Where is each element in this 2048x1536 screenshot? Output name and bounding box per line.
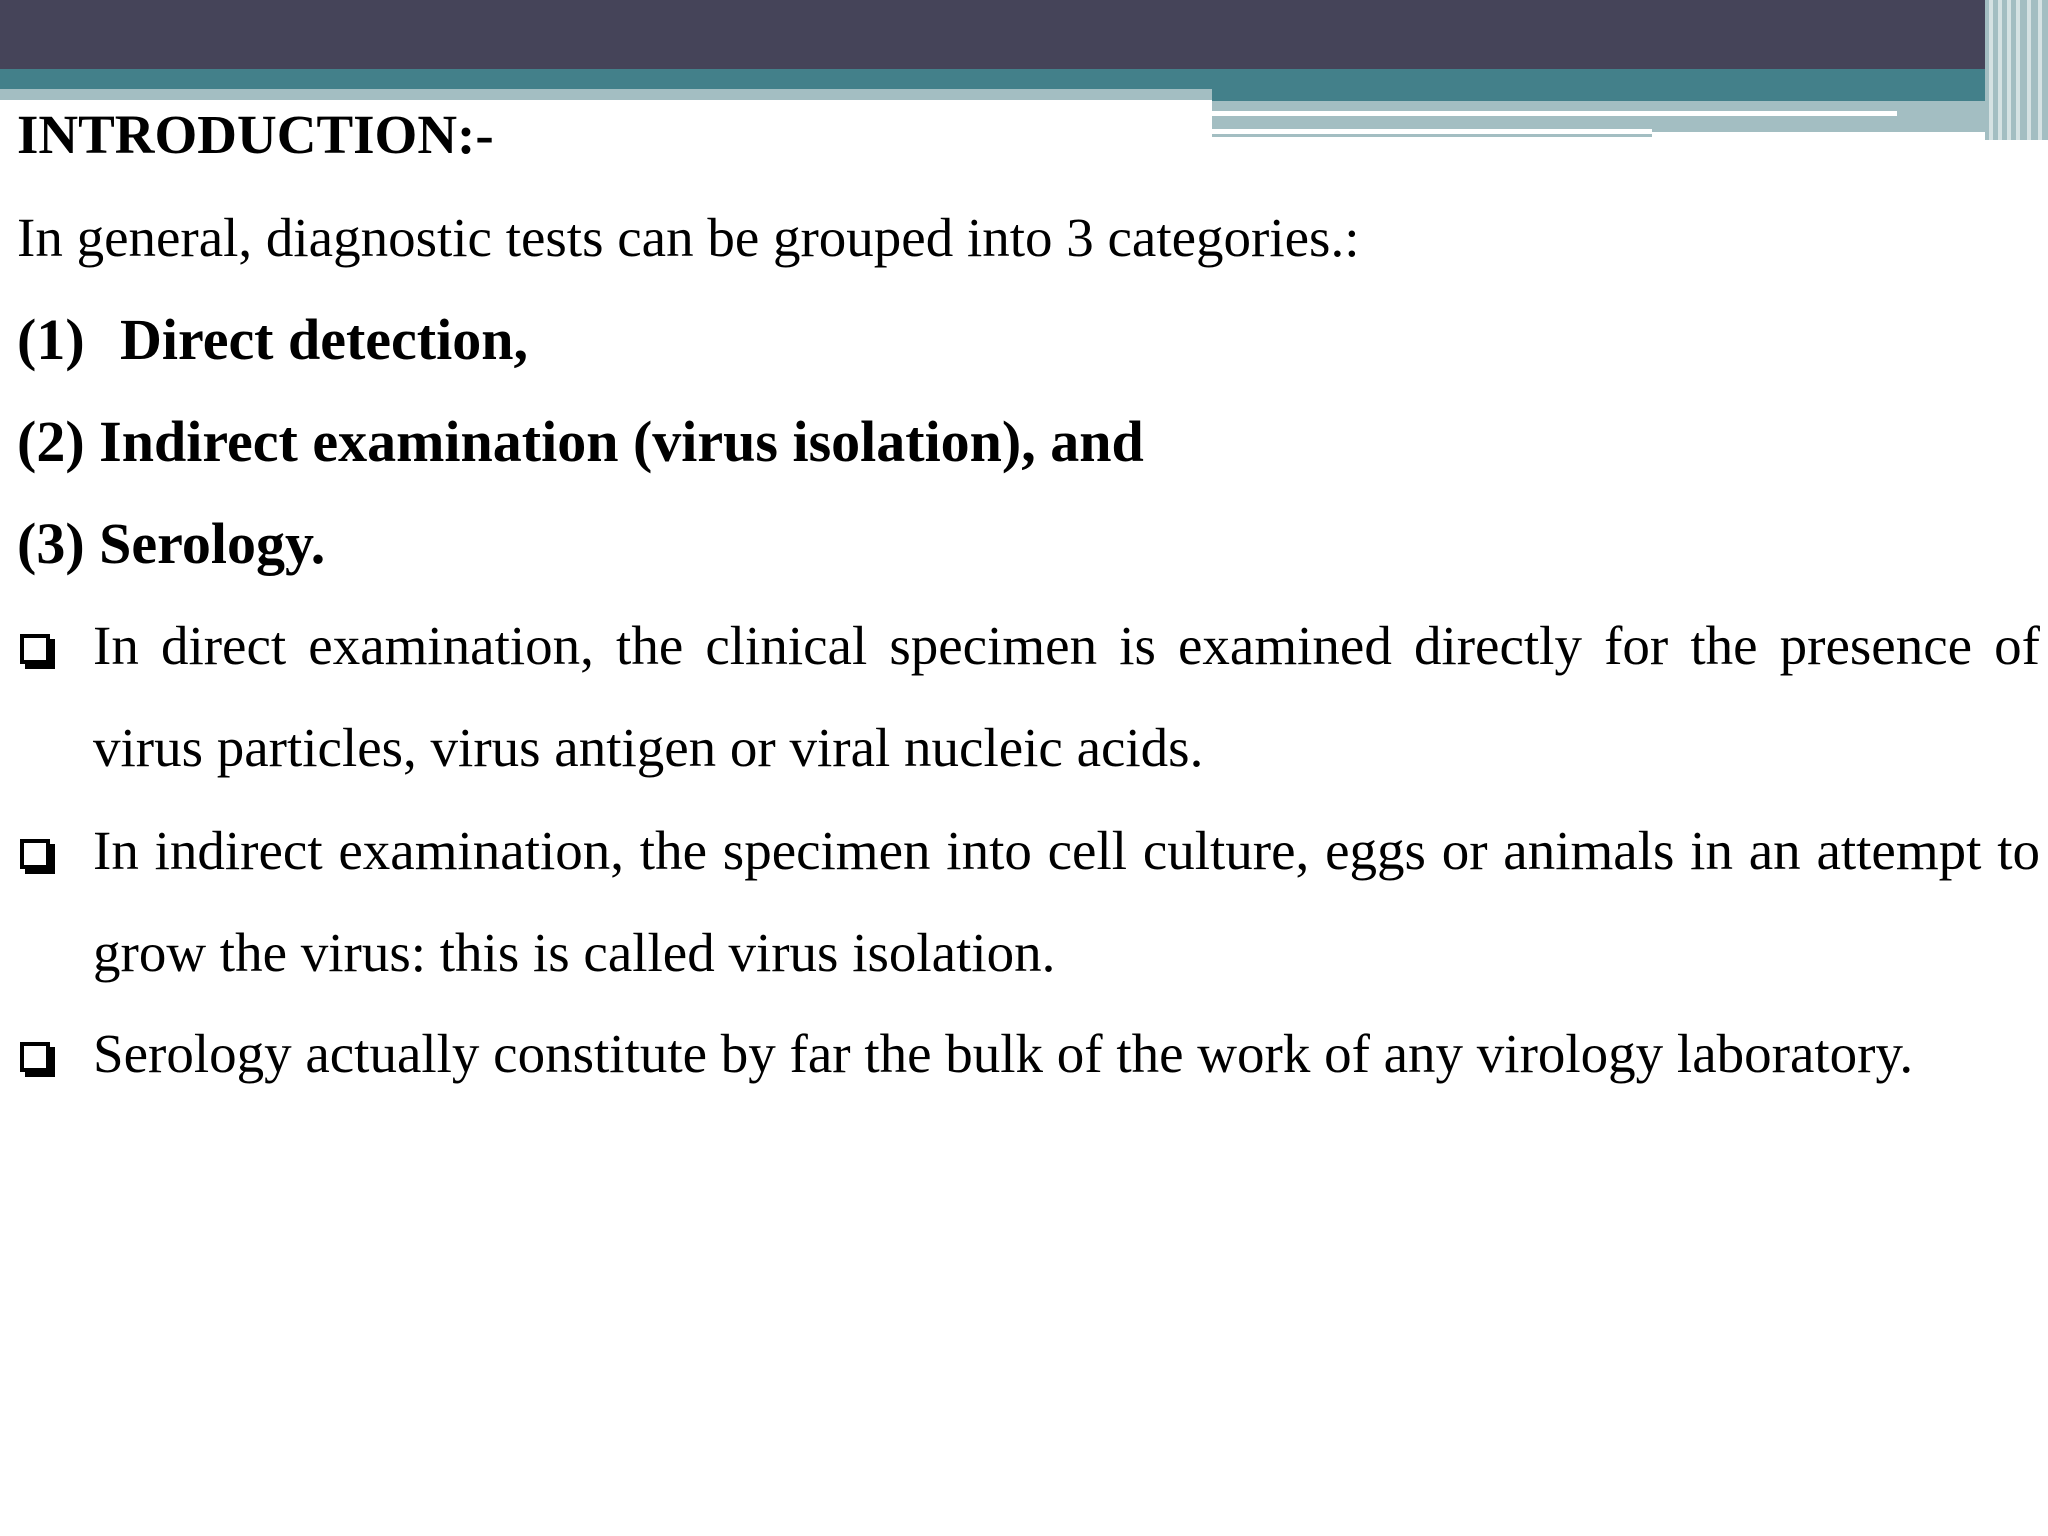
category-number: (3) <box>17 511 85 576</box>
category-label: Direct detection, <box>120 307 528 372</box>
bullet-text: In direct examination, the clinical specimen is examined directly for the presence of virus particles, virus antigen or viral nucleic acids. <box>93 615 2040 778</box>
header-divider-line <box>1212 129 1652 134</box>
category-item <box>17 512 325 576</box>
header-right-stripes <box>1985 0 2048 140</box>
checkbox-square-icon <box>20 634 50 664</box>
header-band-light <box>0 89 1212 100</box>
checkbox-square-icon <box>20 1042 50 1072</box>
header-divider-line <box>1212 111 1897 116</box>
intro-text: In general, diagnostic tests can be grouped into 3 categories.: <box>17 207 1360 268</box>
checkbox-square-icon <box>20 839 50 869</box>
category-number: (1) <box>17 307 85 372</box>
category-item <box>17 308 528 372</box>
category-label: Indirect examination (virus isolation), and <box>99 409 1144 474</box>
category-label: Serology. <box>99 511 326 576</box>
category-number: (2) <box>17 409 85 474</box>
header-band-teal <box>0 69 2048 89</box>
bullet-text: Serology actually constitute by far the bulk of the work of any virology laboratory. <box>93 1023 1914 1084</box>
header-band-teal-right <box>1212 89 2048 101</box>
slide-heading: INTRODUCTION:- <box>17 104 494 165</box>
bullet-text: In indirect examination, the specimen into cell culture, eggs or animals in an attempt to grow the virus: this is called virus isolation. <box>93 820 2040 983</box>
category-item <box>17 410 1144 474</box>
header-band-dark <box>0 0 2048 69</box>
